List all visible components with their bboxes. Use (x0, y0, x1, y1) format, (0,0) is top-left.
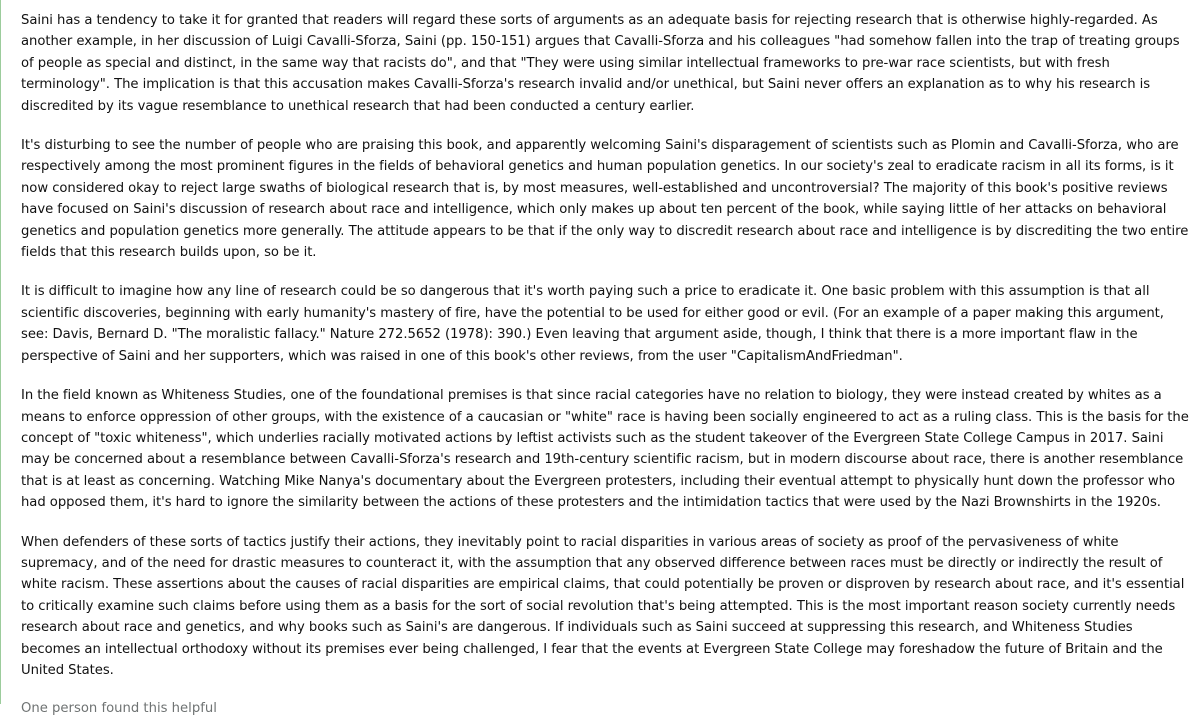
review-paragraph-3: It is difficult to imagine how any line of research could be so dangerous that it's worth paying such a price to eradicate it. One basic problem with this assumption is that all scientific discoveries, beginning with early humanity's mastery of fire, have the potential to be used for either good or evil. (For an example of a paper making this argument, see: Davis, Bernard D. "The moralistic fallacy." Nature 272.5652 (1978): 390.) Even leaving that argument aside, though, I think that there is a more important flaw in the perspective of Saini and her supporters, which was raised in one of this book's other reviews, from the user "CapitalismAndFriedman". (21, 284, 1164, 364)
review-paragraph-2: It's disturbing to see the number of people who are praising this book, and apparently welcoming Saini's disparagement of scientists such as Plomin and Cavalli-Sforza, who are respectively among the most prominent figures in the fields of behavioral genetics and human population genetics. In our society's zeal to eradicate racism in all its forms, is it now considered okay to reject large swaths of biological research that is, by most measures, well-established and uncontroversial? The majority of this book's positive reviews have focused on Saini's discussion of research about race and intelligence, which only makes up about ten percent of the book, while saying little of her attacks on behavioral genetics and population genetics more generally. The attitude appears to be that if the only way to discredit research about race and intelligence is by discrediting the two entire fields that this research builds upon, so be it. (21, 138, 1189, 261)
review-paragraph-1: Saini has a tendency to take it for granted that readers will regard these sorts of arguments as an adequate basis for rejecting research that is otherwise highly-regarded. As another example, in her discussion of Luigi Cavalli-Sforza, Saini (pp. 150-151) argues that Cavalli-Sforza and his colleagues "had somehow fallen into the trap of treating groups of people as special and distinct, in the same way that racists do", and that "They were using similar intellectual frameworks to pre-war race scientists, but with fresh terminology". The implication is that this accusation makes Cavalli-Sforza's research invalid and/or unethical, but Saini never offers an explanation as to why his research is discredited by its vague resemblance to unethical research that had been conducted a century earlier. (21, 13, 1180, 114)
review-paragraph-4: In the field known as Whiteness Studies, one of the foundational premises is that since racial categories have no relation to biology, they were instead created by whites as a means to enforce oppression of other groups, with the existence of a caucasian or "white" race is having been socially engineered to act as a ruling class. This is the basis for the concept of "toxic whiteness", which underlies racially motivated actions by leftist activists such as the student takeover of the Evergreen State College Campus in 2017. Saini may be concerned about a resemblance between Cavalli-Sforza's research and 19th-century scientific racism, but in modern discourse about race, there is another resemblance that is at least as concerning. Watching Mike Nanya's documentary about the Evergreen protesters, including their eventual attempt to physically hunt down the professor who had opposed them, it's hard to ignore the similarity between the actions of these protesters and the intimidation tactics that were used by the Nazi Brownshirts in the 1920s. (21, 388, 1189, 511)
review-paragraph-5: When defenders of these sorts of tactics justify their actions, they inevitably point to racial disparities in various areas of society as proof of the pervasiveness of white supremacy, and of the need for drastic measures to counteract it, with the assumption that any observed difference between races must be directly or indirectly the result of white racism. These assertions about the causes of racial disparities are empirical claims, that could potentially be proven or disproven by research about race, and it's essential to critically examine such claims before using them as a basis for the sort of social revolution that's being attempted. This is the most important reason society currently needs research about race and genetics, and why books such as Saini's are dangerous. If individuals such as Saini succeed at suppressing this research, and Whiteness Studies becomes an intellectual orthodoxy without its premises ever being challenged, I fear that the events at Evergreen State College may foreshadow the future of Britain and the United States. (21, 534, 1185, 678)
helpful-count-text: One person found this helpful (21, 701, 217, 717)
